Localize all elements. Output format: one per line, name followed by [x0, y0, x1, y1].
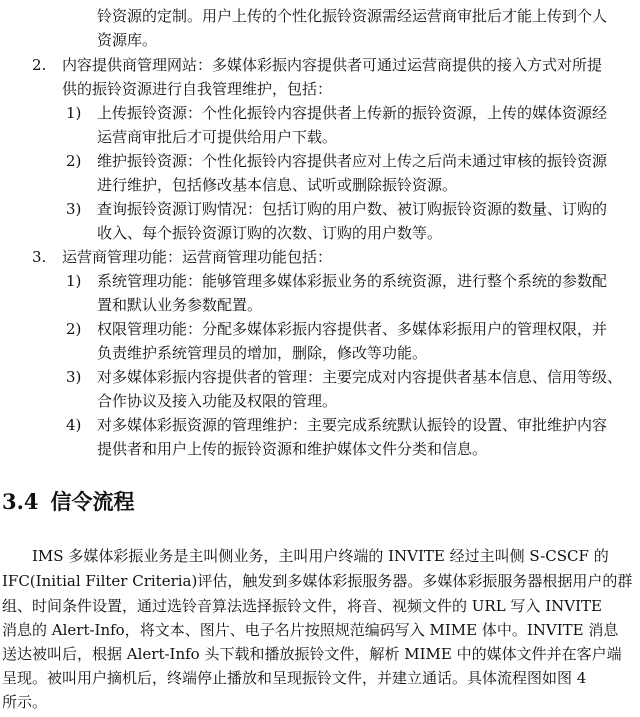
sublist-number: 2) [66, 152, 82, 170]
section-number: 3.4 [2, 489, 39, 514]
intro-line: 铃资源的定制。用户上传的个性化振铃资源需经运营商审批后才能上传到个人 [97, 7, 608, 25]
paragraph-line: IMS 多媒体彩振业务是主叫侧业务，主叫用户终端的 INVITE 经过主叫侧 S-CSCF 的 [32, 547, 609, 565]
sublist-number: 1) [66, 272, 82, 290]
sublist-item-line: 合作协议及接入功能及权限的管理。 [97, 392, 338, 410]
sublist-item-line: 收入、每个振铃资源订购的次数、订购的用户数等。 [97, 224, 443, 242]
paragraph-line: 消息的 Alert-Info，将文本、图片、电子名片按照规范编码写入 MIME 体中。INVITE 消息 [2, 621, 619, 639]
intro-line: 资源库。 [97, 31, 158, 49]
paragraph-line: 呈现。被叫用户摘机后，终端停止播放和呈现振铃文件，并建立通话。具体流程图如图 4 [2, 669, 587, 687]
paragraph-line: 送达被叫后，根据 Alert-Info 头下载和播放振铃文件，解析 MIME 中的媒体文件并在客户端 [2, 645, 622, 663]
paragraph-line: 组、时间条件设置，通过选铃音算法选择振铃文件，将音、视频文件的 URL 写入 INVITE [2, 597, 602, 615]
paragraph-line: 所示。 [2, 693, 48, 711]
section-title: 信令流程 [50, 489, 135, 514]
paragraph-line: IFC(Initial Filter Criteria)评估，触发到多媒体彩振服务器。多媒体彩振服务器根据用户的群 [2, 572, 633, 590]
sublist-number: 4) [66, 416, 82, 434]
list-item-line: 运营商管理功能：运营商管理功能包括： [62, 248, 333, 266]
list-number: 3. [32, 248, 47, 266]
list-number: 2. [32, 56, 47, 74]
sublist-number: 2) [66, 320, 82, 338]
sublist-number: 3) [66, 200, 82, 218]
sublist-number: 1) [66, 104, 82, 122]
sublist-item-line: 系统管理功能：能够管理多媒体彩振业务的系统资源，进行整个系统的参数配 [97, 272, 608, 290]
list-item-line: 供的振铃资源进行自我管理维护，包括： [62, 80, 333, 98]
sublist-item-line: 维护振铃资源：个性化振铃内容提供者应对上传之后尚未通过审核的振铃资源 [97, 152, 608, 170]
sublist-item-line: 查询振铃资源订购情况：包括订购的用户数、被订购振铃资源的数量、订购的 [97, 200, 608, 218]
sublist-item-line: 置和默认业务参数配置。 [97, 296, 263, 314]
sublist-item-line: 负责维护系统管理员的增加，删除，修改等功能。 [97, 344, 428, 362]
sublist-item-line: 进行维护，包括修改基本信息、试听或删除振铃资源。 [97, 176, 458, 194]
sublist-number: 3) [66, 368, 82, 386]
sublist-item-line: 权限管理功能：分配多媒体彩振内容提供者、多媒体彩振用户的管理权限，并 [97, 320, 608, 338]
section-heading [2, 488, 135, 516]
sublist-item-line: 对多媒体彩振资源的管理维护：主要完成系统默认振铃的设置、审批维护内容 [97, 416, 608, 434]
list-item-line: 内容提供商管理网站：多媒体彩振内容提供者可通过运营商提供的接入方式对所提 [62, 56, 603, 74]
sublist-item-line: 运营商审批后才可提供给用户下载。 [97, 128, 338, 146]
sublist-item-line: 对多媒体彩振内容提供者的管理：主要完成对内容提供者基本信息、信用等级、 [97, 368, 623, 386]
sublist-item-line: 提供者和用户上传的振铃资源和维护媒体文件分类和信息。 [97, 440, 488, 458]
sublist-item-line: 上传振铃资源：个性化振铃内容提供者上传新的振铃资源，上传的媒体资源经 [97, 104, 608, 122]
